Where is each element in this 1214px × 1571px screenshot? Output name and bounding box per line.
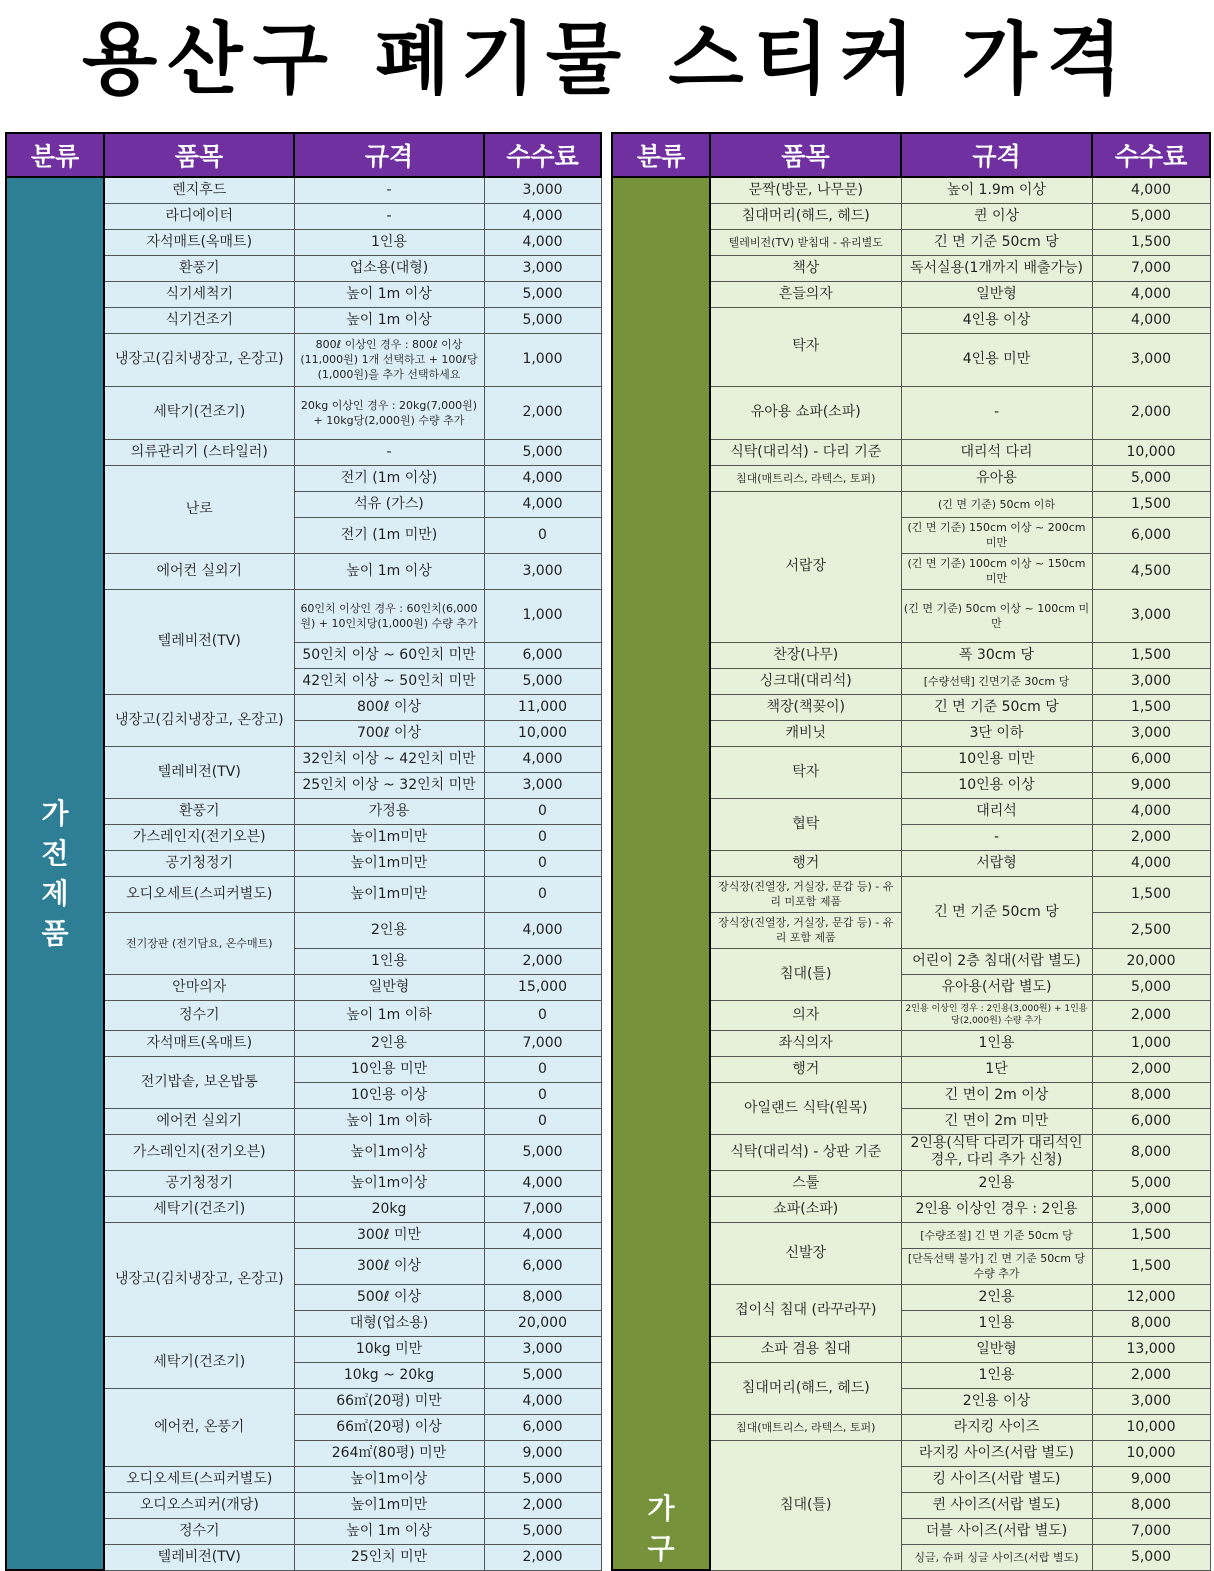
header-fee: 수수료 — [484, 133, 601, 177]
spec-cell: 일반형 — [901, 1336, 1092, 1362]
spec-cell: 42인치 이상 ~ 50인치 미만 — [294, 668, 484, 694]
fee-cell: 2,000 — [484, 386, 601, 439]
spec-cell: 10인용 이상 — [901, 772, 1092, 798]
spec-cell: 높이1m미만 — [294, 1492, 484, 1518]
spec-cell: 800ℓ 이상인 경우 : 800ℓ 이상(11,000원) 1개 선택하고 + 100ℓ당(1,000원)을 추가 선택하세요 — [294, 333, 484, 386]
fee-cell: 20,000 — [484, 1310, 601, 1336]
spec-cell: 264㎡(80평) 미만 — [294, 1440, 484, 1466]
spec-cell: 일반형 — [901, 281, 1092, 307]
fee-cell: 8,000 — [1092, 1492, 1210, 1518]
spec-cell: 높이1m이상 — [294, 1466, 484, 1492]
spec-cell: 라지킹 사이즈(서랍 별도) — [901, 1440, 1092, 1466]
spec-cell: 2인용(식탁 다리가 대리석인 경우, 다리 추가 신청) — [901, 1134, 1092, 1170]
fee-cell: 3,000 — [484, 553, 601, 589]
header-category: 분류 — [6, 133, 104, 177]
fee-cell: 8,000 — [1092, 1134, 1210, 1170]
item-cell: 공기청정기 — [104, 850, 294, 876]
spec-cell: 1인용 — [901, 1362, 1092, 1388]
fee-cell: 5,000 — [484, 1466, 601, 1492]
item-cell: 라디에이터 — [104, 203, 294, 229]
spec-cell: 유아용(서랍 별도) — [901, 974, 1092, 1000]
spec-cell: 높이 1m 이하 — [294, 1000, 484, 1030]
spec-cell: 10인용 이상 — [294, 1082, 484, 1108]
category-char: 제 — [41, 876, 69, 910]
spec-cell: 긴 면이 2m 이상 — [901, 1082, 1092, 1108]
item-cell: 공기청정기 — [104, 1170, 294, 1196]
item-cell: 식기세척기 — [104, 281, 294, 307]
spec-cell: 4인용 미만 — [901, 333, 1092, 386]
fee-cell: 1,500 — [1092, 1248, 1210, 1284]
spec-cell: 4인용 이상 — [901, 307, 1092, 333]
item-cell: 의류관리기 (스타일러) — [104, 439, 294, 465]
item-cell: 침대머리(해드, 헤드) — [710, 203, 901, 229]
fee-cell: 2,000 — [484, 948, 601, 974]
item-cell: 좌식의자 — [710, 1030, 901, 1056]
spec-cell: 높이 1m 이상 — [294, 1518, 484, 1544]
fee-cell: 5,000 — [484, 1134, 601, 1170]
item-cell: 아일랜드 식탁(원목) — [710, 1082, 901, 1134]
spec-cell: 1인용 — [294, 229, 484, 255]
spec-cell: 긴 면 기준 50cm 당 — [901, 876, 1092, 948]
header-item: 품목 — [710, 133, 901, 177]
fee-cell: 0 — [484, 1056, 601, 1082]
fee-cell: 4,000 — [484, 465, 601, 491]
fee-cell: 6,000 — [484, 1414, 601, 1440]
fee-cell: 0 — [484, 798, 601, 824]
fee-cell: 1,500 — [1092, 1222, 1210, 1248]
fee-cell: 2,000 — [1092, 1362, 1210, 1388]
fee-cell: 0 — [484, 1000, 601, 1030]
spec-cell: 66㎡(20평) 미만 — [294, 1388, 484, 1414]
fee-cell: 3,000 — [484, 255, 601, 281]
item-cell: 탁자 — [710, 307, 901, 386]
table-row — [612, 177, 1210, 203]
item-cell: 싱크대(대리석) — [710, 668, 901, 694]
item-cell: 자석매트(옥매트) — [104, 1030, 294, 1056]
spec-cell: 2인용 이상 — [901, 1388, 1092, 1414]
fee-cell: 3,000 — [484, 177, 601, 203]
item-cell: 가스레인지(전기오븐) — [104, 824, 294, 850]
spec-cell: 서랍형 — [901, 850, 1092, 876]
fee-cell: 3,000 — [1092, 720, 1210, 746]
item-cell: 장식장(진열장, 거실장, 문갑 등) - 유리 미포함 제품 — [710, 876, 901, 912]
fee-cell: 5,000 — [484, 439, 601, 465]
fee-cell: 9,000 — [1092, 772, 1210, 798]
item-cell: 텔레비전(TV) 받침대 - 유리별도 — [710, 229, 901, 255]
fee-cell: 5,000 — [1092, 974, 1210, 1000]
fee-cell: 1,500 — [1092, 642, 1210, 668]
fee-cell: 2,000 — [1092, 824, 1210, 850]
fee-cell: 7,000 — [1092, 255, 1210, 281]
spec-cell: 2인용 — [901, 1170, 1092, 1196]
fee-cell: 8,000 — [1092, 1310, 1210, 1336]
item-cell: 텔레비전(TV) — [104, 589, 294, 694]
spec-cell: 2인용 — [901, 1284, 1092, 1310]
spec-cell: 대형(업소용) — [294, 1310, 484, 1336]
spec-cell: 전기 (1m 미만) — [294, 517, 484, 553]
item-cell: 환풍기 — [104, 798, 294, 824]
spec-cell: 높이 1m 이상 — [294, 281, 484, 307]
item-cell: 소파 겸용 침대 — [710, 1336, 901, 1362]
item-cell: 장식장(진열장, 거실장, 문갑 등) - 유리 포함 제품 — [710, 912, 901, 948]
spec-cell: - — [294, 203, 484, 229]
spec-cell: 높이 1.9m 이상 — [901, 177, 1092, 203]
item-cell: 냉장고(김치냉장고, 온장고) — [104, 333, 294, 386]
spec-cell: 높이1m이상 — [294, 1170, 484, 1196]
fee-cell: 2,000 — [484, 1492, 601, 1518]
spec-cell: [단독선택 불가] 긴 면 기준 50cm 당 수량 추가 — [901, 1248, 1092, 1284]
header-item: 품목 — [104, 133, 294, 177]
item-cell: 쇼파(소파) — [710, 1196, 901, 1222]
item-cell: 흔들의자 — [710, 281, 901, 307]
item-cell: 식기건조기 — [104, 307, 294, 333]
table-header-row — [6, 133, 601, 177]
item-cell: 침대(틀) — [710, 1440, 901, 1570]
fee-cell: 0 — [484, 1108, 601, 1134]
fee-cell: 5,000 — [484, 1362, 601, 1388]
header-fee: 수수료 — [1092, 133, 1210, 177]
category-char: 품 — [41, 916, 69, 950]
spec-cell: 10인용 미만 — [901, 746, 1092, 772]
spec-cell: 높이1m이상 — [294, 1134, 484, 1170]
item-cell: 환풍기 — [104, 255, 294, 281]
spec-cell: 퀸 사이즈(서랍 별도) — [901, 1492, 1092, 1518]
item-cell: 텔레비전(TV) — [104, 746, 294, 798]
fee-cell: 2,000 — [1092, 1000, 1210, 1030]
fee-cell: 6,000 — [484, 642, 601, 668]
category-char: 가 — [41, 796, 69, 830]
spec-cell: 2인용 이상인 경우 : 2인용 — [901, 1196, 1092, 1222]
spec-cell: 높이 1m 이상 — [294, 307, 484, 333]
fee-cell: 1,000 — [484, 333, 601, 386]
fee-cell: 10,000 — [1092, 1440, 1210, 1466]
fee-cell: 4,000 — [484, 229, 601, 255]
item-cell: 서랍장 — [710, 491, 901, 642]
item-cell: 세탁기(건조기) — [104, 1196, 294, 1222]
fee-cell: 5,000 — [1092, 1170, 1210, 1196]
item-cell: 탁자 — [710, 746, 901, 798]
page-title: 용산구 폐기물 스티커 가격 — [81, 15, 1133, 105]
spec-cell: 32인치 이상 ~ 42인치 미만 — [294, 746, 484, 772]
fee-cell: 4,000 — [1092, 798, 1210, 824]
spec-cell: 300ℓ 이상 — [294, 1248, 484, 1284]
fee-cell: 6,000 — [1092, 746, 1210, 772]
fee-cell: 0 — [484, 1082, 601, 1108]
fee-cell: 5,000 — [484, 307, 601, 333]
spec-cell: [수량조절] 긴 면 기준 50cm 당 — [901, 1222, 1092, 1248]
fee-cell: 0 — [484, 876, 601, 912]
spec-cell: 높이 1m 이상 — [294, 553, 484, 589]
spec-cell: 1인용 — [901, 1030, 1092, 1056]
fee-cell: 4,000 — [484, 912, 601, 948]
item-cell: 전기밥솥, 보온밥통 — [104, 1056, 294, 1108]
spec-cell: 유아용 — [901, 465, 1092, 491]
item-cell: 유아용 쇼파(소파) — [710, 386, 901, 439]
spec-cell: 더블 사이즈(서랍 별도) — [901, 1518, 1092, 1544]
fee-cell: 1,000 — [484, 589, 601, 642]
item-cell: 식탁(대리석) - 다리 기준 — [710, 439, 901, 465]
fee-cell: 11,000 — [484, 694, 601, 720]
spec-cell: 전기 (1m 이상) — [294, 465, 484, 491]
fee-cell: 5,000 — [484, 281, 601, 307]
fee-cell: 6,000 — [1092, 1108, 1210, 1134]
fee-cell: 4,000 — [1092, 850, 1210, 876]
item-cell: 스툴 — [710, 1170, 901, 1196]
item-cell: 협탁 — [710, 798, 901, 850]
fee-cell: 4,000 — [484, 203, 601, 229]
fee-cell: 5,000 — [484, 668, 601, 694]
item-cell: 캐비닛 — [710, 720, 901, 746]
item-cell: 접이식 침대 (라꾸라꾸) — [710, 1284, 901, 1336]
spec-cell: 일반형 — [294, 974, 484, 1000]
spec-cell: 높이1m미만 — [294, 824, 484, 850]
fee-cell: 1,500 — [1092, 694, 1210, 720]
spec-cell: 10kg ~ 20kg — [294, 1362, 484, 1388]
spec-cell: 800ℓ 이상 — [294, 694, 484, 720]
spec-cell: 10인용 미만 — [294, 1056, 484, 1082]
spec-cell: 석유 (가스) — [294, 491, 484, 517]
fee-cell: 4,000 — [484, 1170, 601, 1196]
item-cell: 세탁기(건조기) — [104, 386, 294, 439]
spec-cell: 500ℓ 이상 — [294, 1284, 484, 1310]
fee-cell: 15,000 — [484, 974, 601, 1000]
item-cell: 오디오세트(스피커별도) — [104, 876, 294, 912]
spec-cell: (긴 면 기준) 50cm 이상 ~ 100cm 미만 — [901, 589, 1092, 642]
item-cell: 책장(책꽂이) — [710, 694, 901, 720]
fee-cell: 4,000 — [1092, 307, 1210, 333]
spec-cell: (긴 면 기준) 50cm 이하 — [901, 491, 1092, 517]
spec-cell: 700ℓ 이상 — [294, 720, 484, 746]
fee-cell: 1,500 — [1092, 229, 1210, 255]
fee-cell: 2,500 — [1092, 912, 1210, 948]
item-cell: 에어컨 실외기 — [104, 553, 294, 589]
item-cell: 식탁(대리석) - 상판 기준 — [710, 1134, 901, 1170]
category-char: 전 — [41, 836, 69, 870]
fee-cell: 3,000 — [1092, 668, 1210, 694]
fee-cell: 1,000 — [1092, 1030, 1210, 1056]
spec-cell: 66㎡(20평) 이상 — [294, 1414, 484, 1440]
spec-cell: (긴 면 기준) 150cm 이상 ~ 200cm 미만 — [901, 517, 1092, 553]
spec-cell: 2인용 — [294, 912, 484, 948]
spec-cell: 높이1m미만 — [294, 876, 484, 912]
item-cell: 침대머리(해드, 헤드) — [710, 1362, 901, 1414]
fee-cell: 20,000 — [1092, 948, 1210, 974]
spec-cell: 높이 1m 이하 — [294, 1108, 484, 1134]
header-spec: 규격 — [294, 133, 484, 177]
spec-cell: 50인치 이상 ~ 60인치 미만 — [294, 642, 484, 668]
category-char: 가 — [647, 1492, 675, 1525]
fee-cell: 1,500 — [1092, 491, 1210, 517]
fee-cell: 1,500 — [1092, 876, 1210, 912]
spec-cell: 대리석 다리 — [901, 439, 1092, 465]
spec-cell: 10kg 미만 — [294, 1336, 484, 1362]
fee-cell: 9,000 — [484, 1440, 601, 1466]
spec-cell: 긴 면이 2m 미만 — [901, 1108, 1092, 1134]
item-cell: 행거 — [710, 1056, 901, 1082]
spec-cell: 가정용 — [294, 798, 484, 824]
fee-cell: 4,000 — [484, 491, 601, 517]
fee-cell: 3,000 — [484, 772, 601, 798]
fee-cell: 5,000 — [1092, 1544, 1210, 1570]
item-cell: 책상 — [710, 255, 901, 281]
fee-cell: 3,000 — [1092, 1196, 1210, 1222]
spec-cell: 25인치 미만 — [294, 1544, 484, 1570]
item-cell: 냉장고(김치냉장고, 온장고) — [104, 1222, 294, 1336]
item-cell: 정수기 — [104, 1000, 294, 1030]
spec-cell: 어린이 2층 침대(서랍 별도) — [901, 948, 1092, 974]
fee-cell: 4,000 — [484, 1222, 601, 1248]
spec-cell: 라지킹 사이즈 — [901, 1414, 1092, 1440]
item-cell: 렌지후드 — [104, 177, 294, 203]
fee-cell: 8,000 — [484, 1284, 601, 1310]
fee-cell: 4,000 — [1092, 177, 1210, 203]
category-char: 구 — [647, 1532, 675, 1565]
fee-cell: 5,000 — [1092, 203, 1210, 229]
item-cell: 신발장 — [710, 1222, 901, 1284]
spec-cell: 긴 면 기준 50cm 당 — [901, 229, 1092, 255]
spec-cell: - — [901, 386, 1092, 439]
item-cell: 안마의자 — [104, 974, 294, 1000]
item-cell: 침대(매트리스, 라텍스, 토퍼) — [710, 465, 901, 491]
spec-cell: 300ℓ 미만 — [294, 1222, 484, 1248]
spec-cell: 대리석 — [901, 798, 1092, 824]
spec-cell: 싱글, 슈퍼 싱글 사이즈(서랍 별도) — [901, 1544, 1092, 1570]
item-cell: 텔레비전(TV) — [104, 1544, 294, 1570]
fee-cell: 3,000 — [1092, 333, 1210, 386]
item-cell: 전기장판 (전기담요, 온수매트) — [104, 912, 294, 974]
item-cell: 난로 — [104, 465, 294, 553]
fee-cell: 10,000 — [1092, 439, 1210, 465]
item-cell: 에어컨, 온풍기 — [104, 1388, 294, 1466]
item-cell: 오디오스피커(개당) — [104, 1492, 294, 1518]
item-cell: 정수기 — [104, 1518, 294, 1544]
fee-cell: 6,000 — [1092, 517, 1210, 553]
fee-cell: 4,500 — [1092, 553, 1210, 589]
fee-cell: 12,000 — [1092, 1284, 1210, 1310]
item-cell: 의자 — [710, 1000, 901, 1030]
fee-cell: 4,000 — [484, 1388, 601, 1414]
spec-cell: - — [901, 824, 1092, 850]
spec-cell: 1단 — [901, 1056, 1092, 1082]
spec-cell: 폭 30cm 당 — [901, 642, 1092, 668]
spec-cell: 긴 면 기준 50cm 당 — [901, 694, 1092, 720]
item-cell: 에어컨 실외기 — [104, 1108, 294, 1134]
fee-cell: 5,000 — [1092, 465, 1210, 491]
spec-cell: 25인치 이상 ~ 32인치 미만 — [294, 772, 484, 798]
appliance-price-table — [5, 132, 602, 1571]
fee-cell: 2,000 — [1092, 1056, 1210, 1082]
table-header-row — [612, 133, 1210, 177]
fee-cell: 5,000 — [484, 1518, 601, 1544]
fee-cell: 0 — [484, 824, 601, 850]
fee-cell: 10,000 — [484, 720, 601, 746]
fee-cell: 0 — [484, 850, 601, 876]
item-cell: 침대(매트리스, 라텍스, 토퍼) — [710, 1414, 901, 1440]
spec-cell: [수량선택] 긴면기준 30cm 당 — [901, 668, 1092, 694]
fee-cell: 7,000 — [484, 1030, 601, 1056]
fee-cell: 4,000 — [484, 746, 601, 772]
fee-cell: 2,000 — [484, 1544, 601, 1570]
fee-cell: 8,000 — [1092, 1082, 1210, 1108]
fee-cell: 3,000 — [1092, 589, 1210, 642]
table-row — [6, 177, 601, 203]
furniture-price-table — [611, 132, 1211, 1571]
item-cell: 침대(틀) — [710, 948, 901, 1000]
spec-cell: (긴 면 기준) 100cm 이상 ~ 150cm 미만 — [901, 553, 1092, 589]
spec-cell: 2인용 이상인 경우 : 2인용(3,000원) + 1인용당(2,000원) 수량 추가 — [901, 1000, 1092, 1030]
fee-cell: 3,000 — [484, 1336, 601, 1362]
spec-cell: 60인치 이상인 경우 : 60인치(6,000원) + 10인치당(1,000원) 수량 추가 — [294, 589, 484, 642]
item-cell: 자석매트(옥매트) — [104, 229, 294, 255]
fee-cell: 7,000 — [1092, 1518, 1210, 1544]
fee-cell: 7,000 — [484, 1196, 601, 1222]
spec-cell: 퀸 이상 — [901, 203, 1092, 229]
spec-cell: 독서실용(1개까지 배출가능) — [901, 255, 1092, 281]
category-furniture — [612, 177, 710, 1570]
spec-cell: 20kg — [294, 1196, 484, 1222]
spec-cell: 킹 사이즈(서랍 별도) — [901, 1466, 1092, 1492]
fee-cell: 0 — [484, 517, 601, 553]
spec-cell: 높이1m미만 — [294, 850, 484, 876]
item-cell: 행거 — [710, 850, 901, 876]
fee-cell: 2,000 — [1092, 386, 1210, 439]
fee-cell: 9,000 — [1092, 1466, 1210, 1492]
fee-cell: 13,000 — [1092, 1336, 1210, 1362]
category-appliances — [6, 177, 104, 1570]
item-cell: 가스레인지(전기오븐) — [104, 1134, 294, 1170]
spec-cell: 20kg 이상인 경우 : 20kg(7,000원) + 10kg당(2,000원) 수량 추가 — [294, 386, 484, 439]
item-cell: 찬장(나무) — [710, 642, 901, 668]
spec-cell: 3단 이하 — [901, 720, 1092, 746]
item-cell: 문짝(방문, 나무문) — [710, 177, 901, 203]
spec-cell: 1인용 — [294, 948, 484, 974]
fee-cell: 6,000 — [484, 1248, 601, 1284]
spec-cell: 2인용 — [294, 1030, 484, 1056]
fee-cell: 3,000 — [1092, 1388, 1210, 1414]
item-cell: 냉장고(김치냉장고, 온장고) — [104, 694, 294, 746]
spec-cell: - — [294, 177, 484, 203]
header-category: 분류 — [612, 133, 710, 177]
spec-cell: 업소용(대형) — [294, 255, 484, 281]
spec-cell: 1인용 — [901, 1310, 1092, 1336]
item-cell: 오디오세트(스피커별도) — [104, 1466, 294, 1492]
fee-cell: 4,000 — [1092, 281, 1210, 307]
spec-cell: - — [294, 439, 484, 465]
item-cell: 세탁기(건조기) — [104, 1336, 294, 1388]
header-spec: 규격 — [901, 133, 1092, 177]
fee-cell: 10,000 — [1092, 1414, 1210, 1440]
